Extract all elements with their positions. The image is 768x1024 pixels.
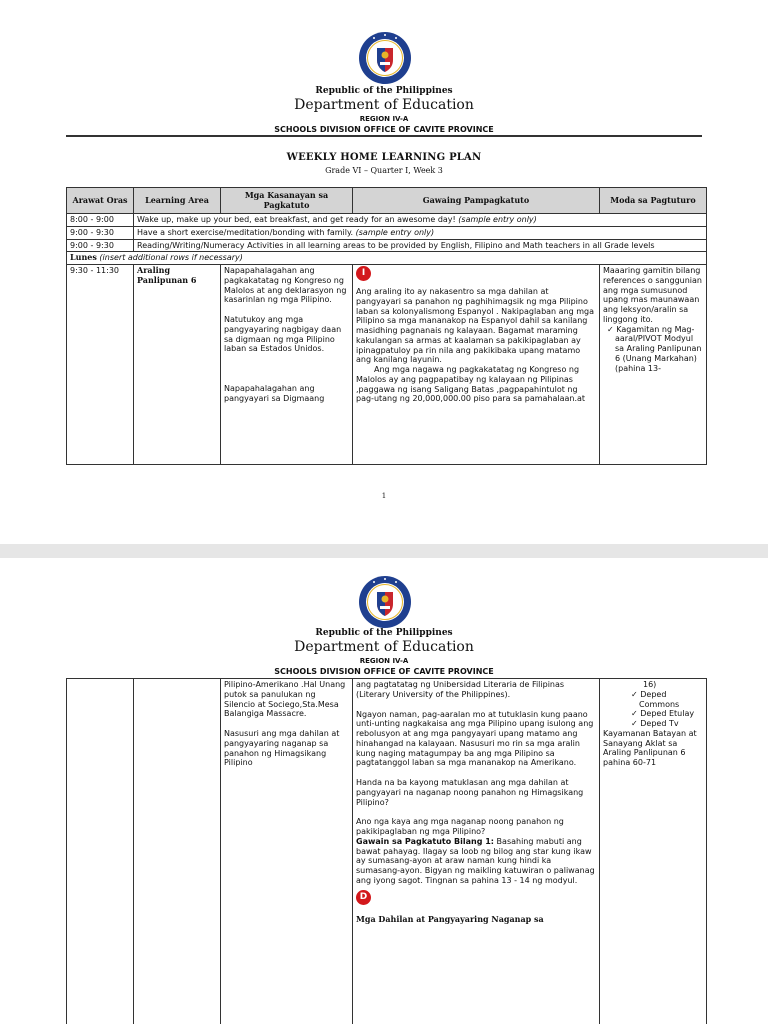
activity-text: Ngayon naman, pag-aaralan mo at tutuklasin kung paano unti-unting nagkakaisa ang mga Pilipino upang isulong ang rebolusyon at ang mga pangyayari upang matamo ang hinahangad na kalayaan. Nasusuri mo rin sa mga aralin kung naging matagumpay ba ang mga Pilipino sa pagtatanggol laban sa mga mananakop na Amerikano. <box>356 709 594 768</box>
page-gap <box>0 544 768 558</box>
moda-check-item: ✓ Deped Tv <box>631 719 679 728</box>
moda-text: Maaaring gamitin bilang references o sanggunian ang mga sumusunod upang mas maunawaan ang leksyon/aralin sa linggong ito. <box>603 266 702 324</box>
development-badge-icon: D <box>356 890 371 905</box>
time-cell <box>67 679 134 1024</box>
header-rule <box>66 135 702 137</box>
skill-text: Pilipino-Amerikano .Hal Unang putok sa panulukan ng Silencio at Sociego,Sta.Mesa Balangiga Massacre. <box>224 680 346 719</box>
activity-text: Ang araling ito ay nakasentro sa mga dahilan at pangyayari sa panahon ng paghihimagsik ng mga Pilipino laban sa kolonyalismong Espanyol . Nakipaglaban ang mga Pilipino sa mga mananakop na Espanyol dahil sa kanilang masidhing pagnanais ng kalayaan. Bagamat maraming kakulangan sa armas at kaalaman sa pakikipaglaban ay ipinagpatuloy pa rin nila ang pakikibaka upang matamo ang kanilang layunin. <box>356 287 595 365</box>
header-cell: Gawaing Pampagkatuto <box>353 188 600 214</box>
routine-cell: Wake up, make up your bed, eat breakfast, and get ready for an awesome day! (sample entry only) <box>134 214 707 227</box>
checkmark-icon: ✓ <box>631 719 641 728</box>
introduction-badge-icon: I <box>356 266 371 281</box>
routine-cell: Have a short exercise/meditation/bonding with family. (sample entry only) <box>134 226 707 239</box>
moda-cell <box>600 679 707 1024</box>
republic-line: Republic of the Philippines <box>315 86 453 96</box>
skill-text: Napapahalagahan ang pagkakatatag ng Kongreso ng Malolos at ang deklarasyon ng kasarinlan ng mga Pilipino. <box>224 266 347 305</box>
time-cell: 9:00 - 9:30 <box>67 239 134 252</box>
lesson-row <box>67 265 707 465</box>
routine-cell: Reading/Writing/Numeracy Activities in all learning areas to be provided by English, Filipino and Math teachers in all Grade levels <box>134 239 707 252</box>
day-row <box>67 252 707 265</box>
plan-title: WEEKLY HOME LEARNING PLAN <box>286 152 482 163</box>
time-cell: 8:00 - 9:00 <box>67 214 134 227</box>
skill-text: Nasusuri ang mga dahilan at pangyayaring naganap sa panahon ng Himagsikang Pilipino <box>224 729 340 768</box>
activity-text: ang pagtatatag ng Unibersidad Literaria de Filipinas (Literary University of the Philippines). <box>356 680 565 699</box>
activity-text: Ang mga nagawa ng pagkakatatag ng Kongreso ng Malolos ay ang pagpapatibay ng kalayaan ng Pilipinas ,paggawa ng isang Saligang Batas ,pagpapahintulot ng pag-utang ng 20,000,000.00 piso para sa pamahalaan.at <box>356 365 586 404</box>
section-heading: Mga Dahilan at Pangyayaring Naganap sa <box>356 913 544 924</box>
day-cell: Lunes (insert additional rows if necessary) <box>67 252 707 265</box>
lesson-row-continued <box>67 679 707 1024</box>
header-cell: Learning Area <box>134 188 221 214</box>
deped-seal-logo <box>358 575 412 629</box>
moda-check-item: ✓ Kagamitan ng Mag-aaral/PIVOT Modyul sa Araling Panlipunan 6 (Unang Markahan) (pahina 13- <box>607 324 702 373</box>
time-cell: 9:00 - 9:30 <box>67 226 134 239</box>
table-row <box>67 239 707 252</box>
checkmark-icon: ✓ <box>607 324 617 334</box>
learning-area-cell: Araling Panlipunan 6 <box>134 265 221 465</box>
activities-cell <box>353 679 600 1024</box>
moda-check-item: ✓ Deped Commons <box>631 689 680 709</box>
activity-text: Ano nga kaya ang mga naganap noong panahon ng pakikipaglaban ng mga Pilipino? <box>356 817 564 836</box>
header-cell: Moda sa Pagtuturo <box>600 188 707 214</box>
skill-text: Natutukoy ang mga pangyayaring nagbigay daan sa digmaan ng mga Pilipino laban sa Estados Unidos. <box>224 315 342 354</box>
division-line: SCHOOLS DIVISION OFFICE OF CAVITE PROVINCE <box>274 125 494 134</box>
table-header-row <box>67 188 707 214</box>
department-title: Department of Education <box>294 639 474 655</box>
division-line: SCHOOLS DIVISION OFFICE OF CAVITE PROVINCE <box>274 667 494 676</box>
moda-cell <box>600 265 707 465</box>
plan-subtitle: Grade VI – Quarter I, Week 3 <box>325 166 443 175</box>
region-line: REGION IV-A <box>359 115 409 123</box>
department-title: Department of Education <box>294 97 474 113</box>
learning-plan-table <box>66 187 707 465</box>
header-cell: Arawat Oras <box>67 188 134 214</box>
learning-area-cell <box>134 679 221 1024</box>
learning-plan-table-continued <box>66 678 707 1024</box>
moda-text: 16) <box>643 680 657 689</box>
header-cell: Mga Kasanayan sa Pagkatuto <box>221 188 353 214</box>
republic-line: Republic of the Philippines <box>315 628 453 638</box>
time-cell: 9:30 - 11:30 <box>67 265 134 465</box>
moda-text: Kayamanan Batayan at Sanayang Aklat sa Araling Panlipunan 6 pahina 60-71 <box>603 728 697 767</box>
activities-cell <box>353 265 600 465</box>
skills-cell <box>221 679 353 1024</box>
region-line: REGION IV-A <box>359 657 409 665</box>
skills-cell <box>221 265 353 465</box>
deped-seal-logo <box>358 31 412 85</box>
checkmark-icon: ✓ <box>631 689 641 699</box>
table-row <box>67 226 707 239</box>
moda-check-item: ✓ Deped Etulay <box>631 709 695 719</box>
table-row <box>67 214 707 227</box>
checkmark-icon: ✓ <box>631 709 641 719</box>
page-number: 1 <box>381 492 387 500</box>
gawain-text: Gawain sa Pagkatuto Bilang 1: Basahing mabuti ang bawat pahayag. Ilagay sa loob ng bilog ang star kung ikaw ay sumasang-ayon at araw naman kung hindi ka sumasang-ayon. Bigyan ng maikling katuwiran o paliwanag ang iyong sagot. Tingnan sa pahina 13 - 14 ng modyul. <box>356 836 595 885</box>
page-2 <box>0 558 768 1024</box>
skill-text: Napapahalagahan ang pangyayari sa Digmaang <box>224 384 325 403</box>
activity-text: Handa na ba kayong matuklasan ang mga dahilan at pangyayari na naganap noong panahon ng Himagsikang Pilipino? <box>356 778 584 807</box>
